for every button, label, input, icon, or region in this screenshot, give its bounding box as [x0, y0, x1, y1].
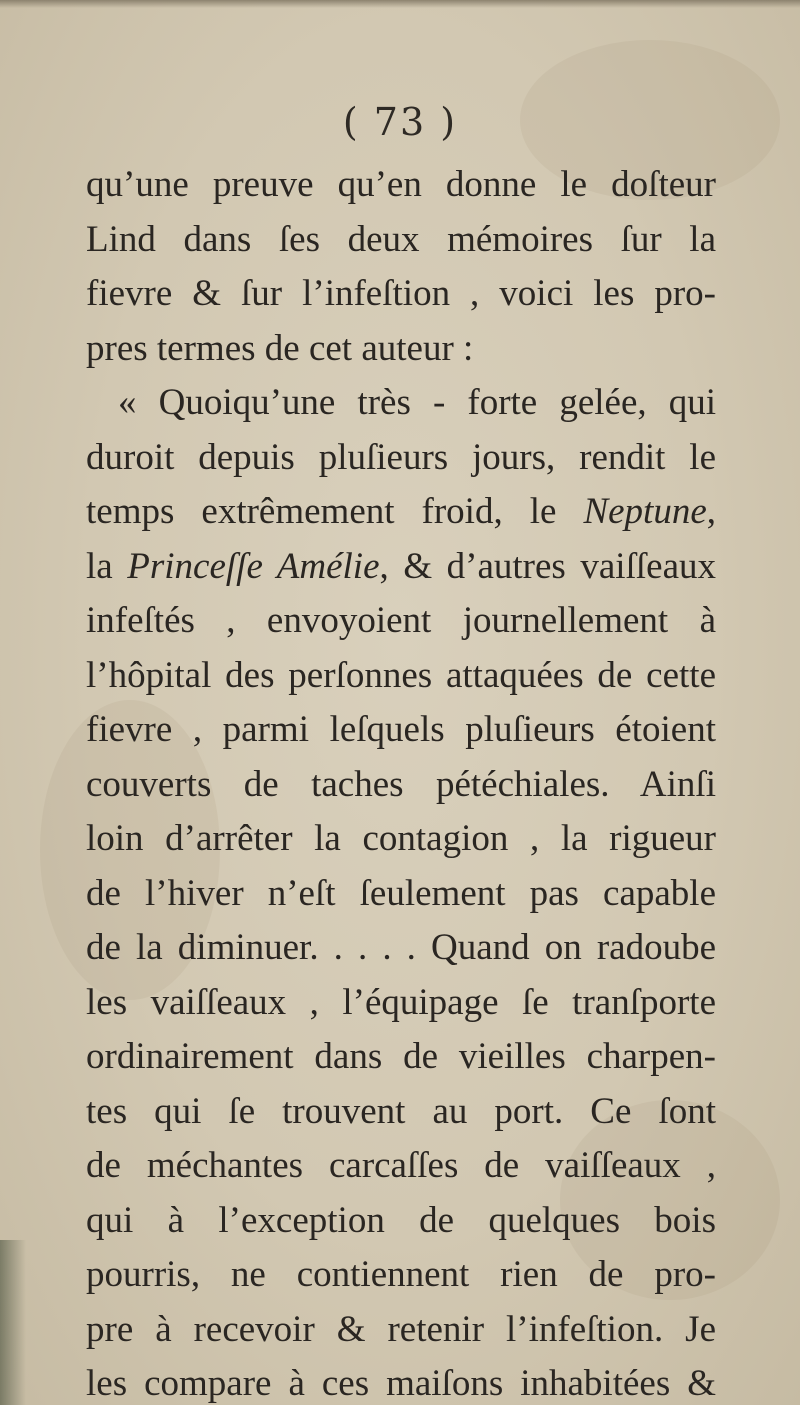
body-text — [86, 158, 716, 1405]
text-line: les compare à ces maiſons inhabitées & — [86, 1363, 716, 1404]
text-line: les vaiſſeaux , l’équipage ſe tranſporte — [86, 981, 716, 1023]
text-line: Lind dans ſes deux mémoires ſur la — [86, 218, 716, 260]
text-line: fievre , parmi leſquels pluſieurs étoient — [86, 709, 716, 750]
text-line: ordinairement dans de vieilles charpen- — [86, 1036, 716, 1077]
page-edge-shadow — [0, 1240, 26, 1405]
text-line: temps extrêmement froid, le Neptune, — [86, 491, 716, 532]
text-line: « Quoiqu’une très - forte gelée, qui — [118, 382, 716, 423]
text-line: l’hôpital des perſonnes attaquées de cette — [86, 654, 716, 696]
text-line: duroit depuis pluſieurs jours, rendit le — [86, 436, 716, 478]
text-line: la Princeſſe Amélie, & d’autres vaiſſeaux — [86, 545, 716, 587]
text-line: loin d’arrêter la contagion , la rigueur — [86, 818, 716, 859]
text-line: qu’une preuve qu’en donne le doſteur — [86, 164, 716, 205]
page-top-shadow — [0, 0, 800, 8]
text-line: pre à recevoir & retenir l’infeſtion. Je — [86, 1308, 716, 1350]
text-line: de méchantes carcaſſes de vaiſſeaux , — [86, 1145, 716, 1186]
text-line: pres termes de cet auteur : — [86, 327, 474, 369]
page-number: ( 73 ) — [342, 100, 458, 144]
text-line: qui à l’exception de quelques bois — [86, 1199, 716, 1241]
text-line: fievre & ſur l’infeſtion , voici les pro- — [86, 273, 716, 314]
text-line: de l’hiver n’eſt ſeulement pas capable — [86, 872, 716, 914]
text-line: tes qui ſe trouvent au port. Ce ſont — [86, 1090, 716, 1132]
text-line: de la diminuer. . . . . Quand on radoube — [86, 927, 716, 968]
text-line: pourris, ne contiennent rien de pro- — [86, 1254, 716, 1295]
text-line: couverts de taches pétéchiales. Ainſi — [86, 763, 716, 805]
text-line: infeſtés , envoyoient journellement à — [86, 600, 716, 641]
